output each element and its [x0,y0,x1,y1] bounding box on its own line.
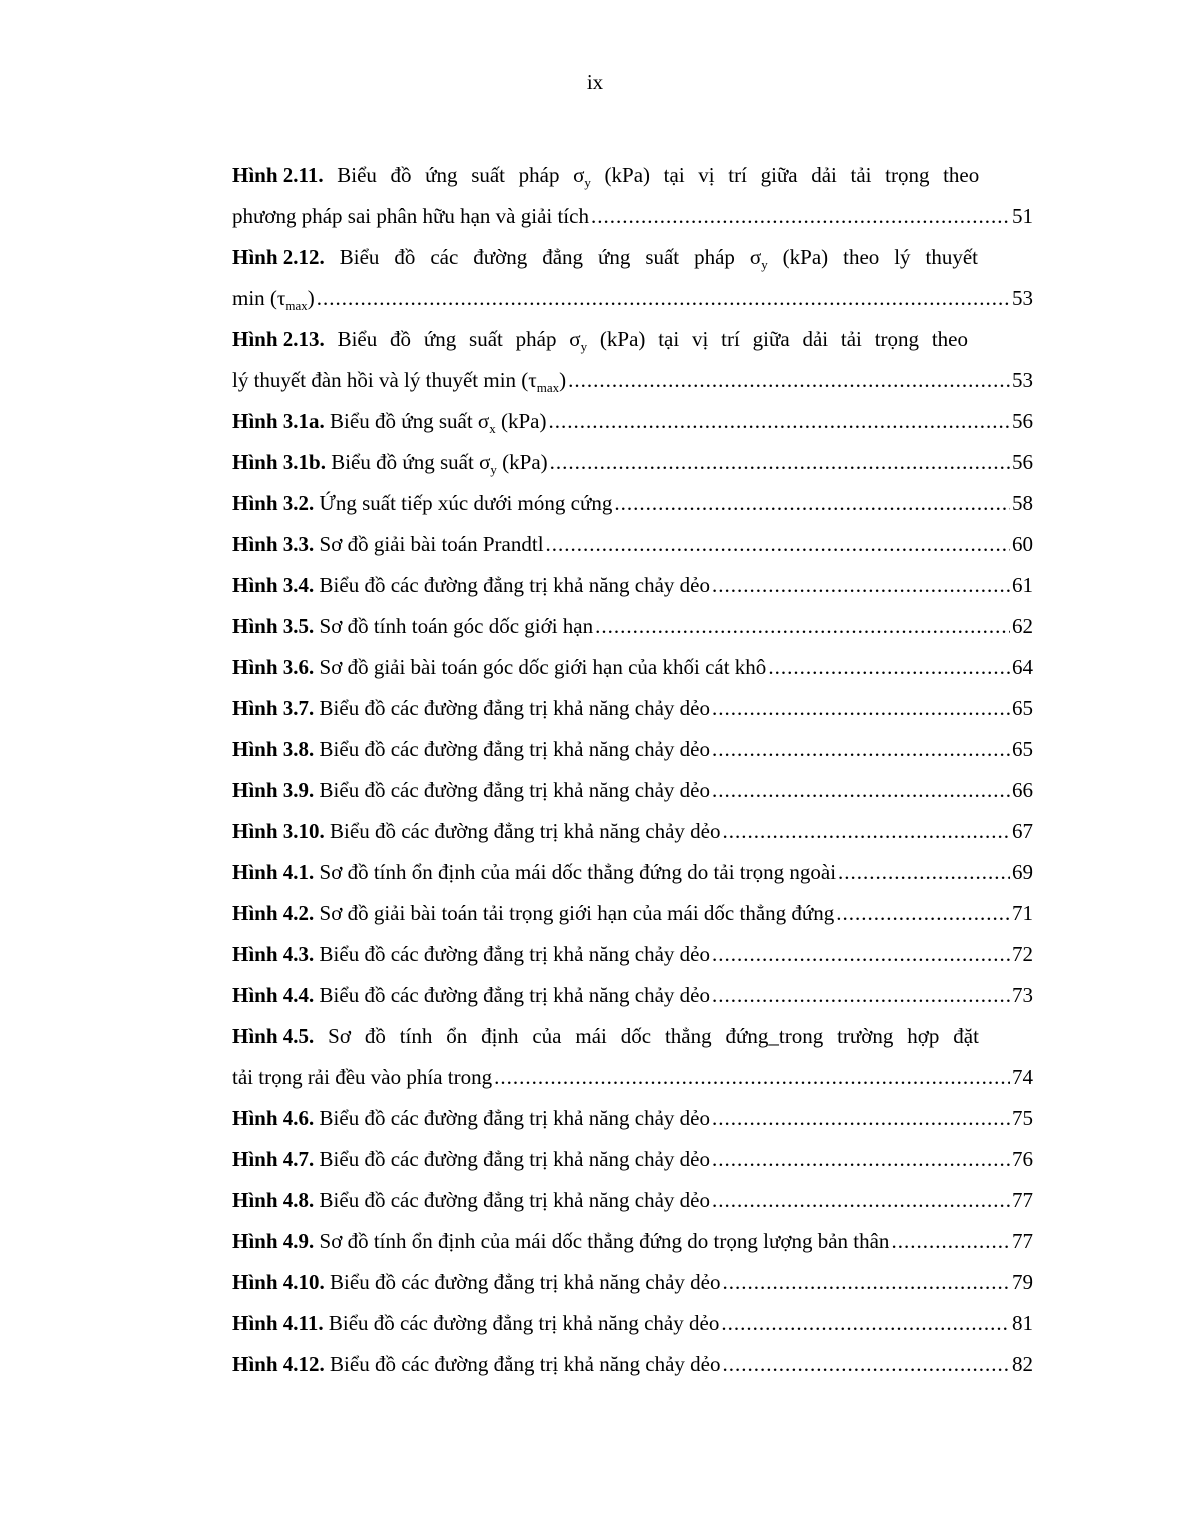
page-ref: 77 [1012,1229,1033,1253]
caption-word: giữa [760,163,798,187]
dot-leader [595,606,1010,647]
caption-word: đồ [394,245,416,269]
figure-label: Hình 4.1. [232,860,315,884]
caption-word: vị [692,327,709,351]
caption-word: dải [811,163,837,187]
toc-entry-line-2 [232,196,1033,237]
caption-word: theo [843,245,880,269]
toc-entry[interactable] [232,852,1033,893]
figure-label: Hình 3.7. [232,696,315,720]
page-ref: 53 [1012,368,1033,392]
caption-word: thuyết [925,245,979,269]
toc-entry-line [232,565,1033,606]
dot-leader [712,1180,1010,1221]
dot-leader [712,770,1010,811]
caption-word: đẳng [542,245,584,269]
toc-entry[interactable] [232,524,1033,565]
caption-text: Biểu đồ các đường đẳng trị khả năng chảy dẻo [328,1311,720,1335]
dot-leader [568,360,1010,401]
toc-entry-line [232,770,1033,811]
page-ref: 76 [1012,1147,1033,1171]
page-ref: 77 [1012,1188,1033,1212]
caption-text: Biểu đồ các đường đẳng trị khả năng chảy dẻo [330,1352,721,1376]
figure-label: Hình 3.1a. [232,409,325,433]
toc-entry-line [232,1139,1033,1180]
figure-label: Hình 3.10. [232,819,325,843]
caption-word: pháp [694,245,735,269]
toc-entry[interactable] [232,975,1033,1016]
page-ref: 61 [1012,573,1033,597]
caption-text: Biểu đồ các đường đẳng trị khả năng chảy dẻo [319,942,710,966]
page-ref: 65 [1012,737,1033,761]
toc-entry-line [232,1344,1033,1385]
dot-leader [722,1262,1010,1303]
sigma-symbol: $\sigma_y$ [569,327,588,354]
figure-label: Hình 3.9. [232,778,315,802]
toc-entry-line [232,893,1033,934]
toc-entry-line [232,975,1033,1016]
page-ref: 73 [1012,983,1033,1007]
caption-text: Sơ đồ giải bài toán góc dốc giới hạn của khối cát khô [319,655,767,679]
dot-leader [591,196,1010,237]
dot-leader [712,565,1010,606]
caption-text: Sơ đồ tính ổn định của mái dốc thẳng đứng do tải trọng ngoài [319,860,837,884]
toc-entry[interactable] [232,442,1033,483]
caption-text: Sơ đồ giải bài toán Prandtl [319,532,544,556]
toc-entry-line [232,1221,1033,1262]
toc-entry[interactable] [232,647,1033,688]
caption-text: Biểu đồ các đường đẳng trị khả năng chảy dẻo [319,696,710,720]
page-ref: 58 [1012,491,1033,515]
caption-word: pháp [518,163,560,187]
page-ref: 67 [1012,819,1033,843]
caption-word: Biểu [337,327,378,351]
page-ref: 79 [1012,1270,1033,1294]
caption-word: mái [575,1024,607,1048]
toc-entry[interactable] [232,934,1033,975]
caption-text: Ứng suất tiếp xúc dưới móng cứng [319,491,613,515]
caption-text: Sơ đồ tính toán góc dốc giới hạn [319,614,594,638]
caption-text: $\min (\tau_{max})$ [232,286,315,313]
dot-leader [768,647,1010,688]
caption-word: (kPa) [604,163,651,187]
figure-label: Hình 3.8. [232,737,315,761]
toc-entry[interactable] [232,319,1033,401]
toc-entry-line-2 [232,360,1033,401]
caption-text: phương pháp sai phân hữu hạn và giải tích [232,204,589,228]
caption-word: tại [663,163,685,187]
sigma-symbol: $\sigma_y$ [573,163,591,190]
page-number: ix [586,70,604,94]
caption-text: Biểu đồ các đường đẳng trị khả năng chảy dẻo [319,778,710,802]
toc-entry[interactable] [232,1180,1033,1221]
page-ref: 82 [1012,1352,1033,1376]
toc-entry-line [232,606,1033,647]
figure-label: Hình 4.9. [232,1229,315,1253]
caption-text: Biểu đồ các đường đẳng trị khả năng chảy dẻo [319,1106,710,1130]
caption-word: đường [473,245,528,269]
figure-label: Hình 3.6. [232,655,315,679]
page-ref: 51 [1012,204,1033,228]
toc-entry[interactable] [232,688,1033,729]
dot-leader [891,1221,1010,1262]
caption-text: Sơ đồ tính ổn định của mái dốc thẳng đứng do trọng lượng bản thân [319,1229,890,1253]
caption-word: đồ [390,163,412,187]
caption-word: trường [837,1024,894,1048]
toc-entry[interactable] [232,1262,1033,1303]
caption-word: các [430,245,459,269]
dot-leader [712,729,1010,770]
dot-leader [722,1344,1010,1385]
toc-entry-line [232,524,1033,565]
caption-word: vị [698,163,715,187]
dot-leader [712,688,1010,729]
toc-entry[interactable] [232,155,1033,237]
toc-entry[interactable] [232,1344,1033,1385]
caption-text: Biểu đồ các đường đẳng trị khả năng chảy dẻo [319,737,710,761]
toc-entry-line [232,1303,1033,1344]
dot-leader [721,1303,1010,1344]
toc-entry-line [232,1262,1033,1303]
dot-leader [836,893,1010,934]
toc-entry-line [232,647,1033,688]
caption-word: tại [658,327,680,351]
figure-label: Hình 4.7. [232,1147,315,1171]
toc-entry[interactable] [232,1303,1033,1344]
figure-label: Hình 4.5. [232,1024,315,1048]
figure-label: Hình 4.4. [232,983,315,1007]
figure-label: Hình 3.3. [232,532,315,556]
caption-text: Biểu đồ các đường đẳng trị khả năng chảy dẻo [330,1270,721,1294]
caption-word: theo [943,163,980,187]
toc-entry-line [232,1098,1033,1139]
dot-leader [712,975,1010,1016]
caption-text: Biểu đồ ứng suất $\sigma_y$ (kPa) [331,450,548,477]
caption-word: theo [931,327,968,351]
toc-entry-line [232,811,1033,852]
figure-label: Hình 3.1b. [232,450,326,474]
dot-leader [614,483,1010,524]
dot-leader [317,278,1010,319]
dot-leader [838,852,1010,893]
toc-entry-line-2 [232,1057,1033,1098]
toc-entry-line [232,483,1033,524]
page-ref: 74 [1012,1065,1033,1089]
toc-entry[interactable] [232,606,1033,647]
figure-label: Hình 4.6. [232,1106,315,1130]
caption-word: của [532,1024,562,1048]
toc-entry-line [232,852,1033,893]
toc-entry-line [232,401,1033,442]
caption-word: đồ [364,1024,386,1048]
caption-word: Biểu [339,245,380,269]
caption-word: Biểu [337,163,377,187]
caption-text: Biểu đồ các đường đẳng trị khả năng chảy dẻo [330,819,721,843]
toc-entry-line [232,1180,1033,1221]
page-ref: 53 [1012,286,1033,310]
toc-entry-line-1 [232,319,1033,360]
figure-label: Hình 2.11. [232,163,324,187]
caption-text: Biểu đồ các đường đẳng trị khả năng chảy dẻo [319,983,710,1007]
toc-entry-line-2 [232,278,1033,319]
figure-label: Hình 2.12. [232,245,325,269]
dot-leader [550,442,1010,483]
toc-entry[interactable] [232,770,1033,811]
page-ref: 72 [1012,942,1033,966]
caption-text: Biểu đồ các đường đẳng trị khả năng chảy dẻo [319,1147,710,1171]
caption-text: Biểu đồ các đường đẳng trị khả năng chảy dẻo [319,573,710,597]
toc-entry-line [232,934,1033,975]
toc-entry[interactable] [232,237,1033,319]
dot-leader [712,1098,1010,1139]
figure-label: Hình 4.11. [232,1311,324,1335]
list-of-figures [232,155,1033,1385]
caption-word: tải [850,163,872,187]
toc-entry[interactable] [232,1016,1033,1098]
page-ref: 56 [1012,409,1033,433]
caption-word: hợp [907,1024,940,1048]
caption-word: giữa [752,327,790,351]
toc-entry[interactable] [232,565,1033,606]
caption-word: đứng_trong [725,1024,824,1048]
caption-word: ứng [597,245,631,269]
toc-entry[interactable] [232,729,1033,770]
caption-word: trí [728,163,747,187]
caption-word: trí [721,327,740,351]
figure-label: Hình 4.10. [232,1270,325,1294]
figure-label: Hình 4.8. [232,1188,315,1212]
caption-word: dải [802,327,829,351]
toc-entry-line-1 [232,237,1033,278]
caption-word: suất [469,327,503,351]
caption-word: tải [840,327,862,351]
page-ref: 71 [1012,901,1033,925]
caption-text: Sơ đồ giải bài toán tải trọng giới hạn của mái dốc thẳng đứng [319,901,835,925]
caption-word: ổn [446,1024,468,1048]
page-ref: 65 [1012,696,1033,720]
dot-leader [548,401,1010,442]
page-ref: 56 [1012,450,1033,474]
caption-word: suất [471,163,506,187]
caption-text: tải trọng rải đều vào phía trong [232,1065,493,1089]
sigma-symbol: $\sigma_y$ [749,245,768,272]
page-ref: 64 [1012,655,1033,679]
caption-word: tính [399,1024,433,1048]
figure-label: Hình 4.3. [232,942,315,966]
figure-label: Hình 4.12. [232,1352,325,1376]
caption-text: Biểu đồ ứng suất $\sigma_x$ (kPa) [330,409,547,436]
caption-text: Biểu đồ các đường đẳng trị khả năng chảy dẻo [319,1188,710,1212]
caption-word: đặt [953,1024,979,1048]
page-ref: 81 [1012,1311,1033,1335]
figure-label: Hình 2.13. [232,327,325,351]
caption-word: lý [894,245,911,269]
figure-label: Hình 3.5. [232,614,315,638]
caption-word: (kPa) [599,327,646,351]
page-ref: 75 [1012,1106,1033,1130]
page-ref: 69 [1012,860,1033,884]
caption-word: ứng [425,163,458,187]
toc-entry-line [232,729,1033,770]
toc-entry-line [232,442,1033,483]
caption-word: suất [645,245,680,269]
page-ref: 60 [1012,532,1033,556]
caption-word: trọng [874,327,920,351]
caption-word: dốc [620,1024,652,1048]
caption-word: ứng [423,327,457,351]
dot-leader [712,934,1010,975]
page-ref: 66 [1012,778,1033,802]
toc-entry-line-1 [232,1016,1033,1057]
caption-word: định [481,1024,519,1048]
caption-word: (kPa) [782,245,829,269]
toc-entry[interactable] [232,401,1033,442]
toc-entry-line-1 [232,155,1033,196]
figure-label: Hình 3.4. [232,573,315,597]
page-ref: 62 [1012,614,1033,638]
dot-leader [546,524,1010,565]
figure-label: Hình 3.2. [232,491,315,515]
caption-word: trọng [885,163,930,187]
dot-leader [494,1057,1010,1098]
dot-leader [712,1139,1010,1180]
toc-entry-line [232,688,1033,729]
toc-entry[interactable] [232,1221,1033,1262]
caption-word: đồ [390,327,412,351]
caption-word: thẳng [664,1024,712,1048]
toc-entry[interactable] [232,1098,1033,1139]
toc-entry[interactable] [232,893,1033,934]
figure-label: Hình 4.2. [232,901,315,925]
caption-text: lý thuyết đàn hồi và lý thuyết $\min (\tau_{max})$ [232,368,567,395]
toc-entry[interactable] [232,811,1033,852]
caption-word: Sơ [328,1024,351,1048]
toc-entry[interactable] [232,1139,1033,1180]
caption-word: pháp [515,327,557,351]
toc-entry[interactable] [232,483,1033,524]
dot-leader [722,811,1010,852]
